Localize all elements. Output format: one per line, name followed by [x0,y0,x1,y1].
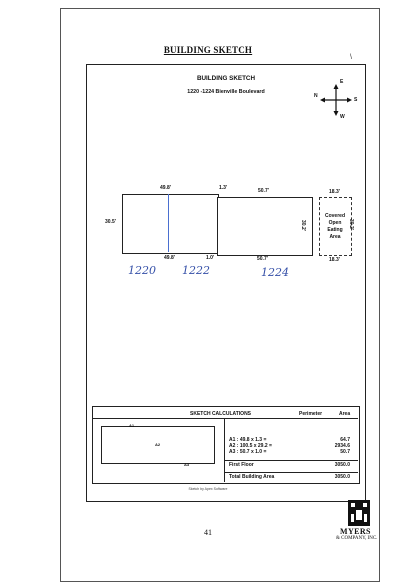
margin-mark: \ [350,54,352,61]
calc-line-a2: A2 : 100.5 x 29.2 = [229,443,272,449]
calc-value-a2: 2934.6 [334,443,350,449]
patio-label-line: Eating [327,227,343,233]
thumb-label-a2: A2 [155,442,161,447]
dim-bottom-right: 50.7' [257,256,268,262]
calc-value-a3: 50.7 [340,449,350,455]
calc-value-a1: 64.7 [340,437,350,443]
col-area: Area [339,411,351,417]
patio-label-line: Covered [324,213,345,219]
logo-name: MYERS [340,527,371,536]
dim-patio-top: 18.3' [329,189,340,195]
calc-line-a3: A3 : 50.7 x 1.0 = [229,449,267,455]
dim-top-left: 49.8' [160,185,171,191]
unit-divider-line [168,194,169,252]
calculations-heading: SKETCH CALCULATIONS [190,411,252,417]
page-number: 41 [204,528,212,537]
first-floor-label: First Floor [229,462,254,468]
calc-separator [225,460,358,461]
thumb-label-a1: A1 [129,423,135,428]
first-floor-value: 3050.0 [334,462,350,468]
col-perimeter: Perimeter [299,411,323,417]
building-right-section [217,197,313,256]
total-area-value: 3050.0 [334,474,350,480]
dim-top-right: 50.7' [258,188,269,194]
software-note: Sketch by Apex Software [188,487,228,491]
myers-logo-icon [348,500,370,526]
dim-bottom-left: 49.8' [164,255,175,261]
sketch-title: BUILDING SKETCH [196,75,256,82]
total-area-label: Total Building Area [229,474,275,480]
compass-n-label: N [314,93,318,99]
compass-s-label: S [354,97,358,103]
calc-separator [225,472,358,473]
handwritten-unit-1222: 1222 [182,264,210,277]
logo-subtitle: & COMPANY, INC. [336,536,378,541]
compass-icon [314,79,358,120]
patio-label-line: Open [328,220,342,226]
patio-label-line: Area [329,234,341,240]
dim-bottom-gap: 1.0' [206,255,215,261]
calc-line-a1: A1 : 49.8 x 1.3 = [229,437,267,443]
sketch-address: 1220 -1224 Bienville Boulevard [187,89,265,95]
compass-w-label: W [340,114,345,120]
patio-label [320,213,350,241]
handwritten-unit-1220: 1220 [128,264,156,277]
dim-top-gap: 1.3' [219,185,228,191]
building-left-section [122,194,219,254]
dim-patio-side: 30.2' [348,219,354,230]
compass-e-label: E [340,79,344,85]
dim-patio-bottom: 18.3' [329,257,340,263]
thumb-label-a3: A3 [184,462,190,467]
dim-left-side: 30.5' [105,219,116,225]
page-title: BUILDING SKETCH [163,45,253,55]
dim-right-inner: 30.2' [300,220,306,231]
handwritten-unit-1224: 1224 [261,266,289,279]
